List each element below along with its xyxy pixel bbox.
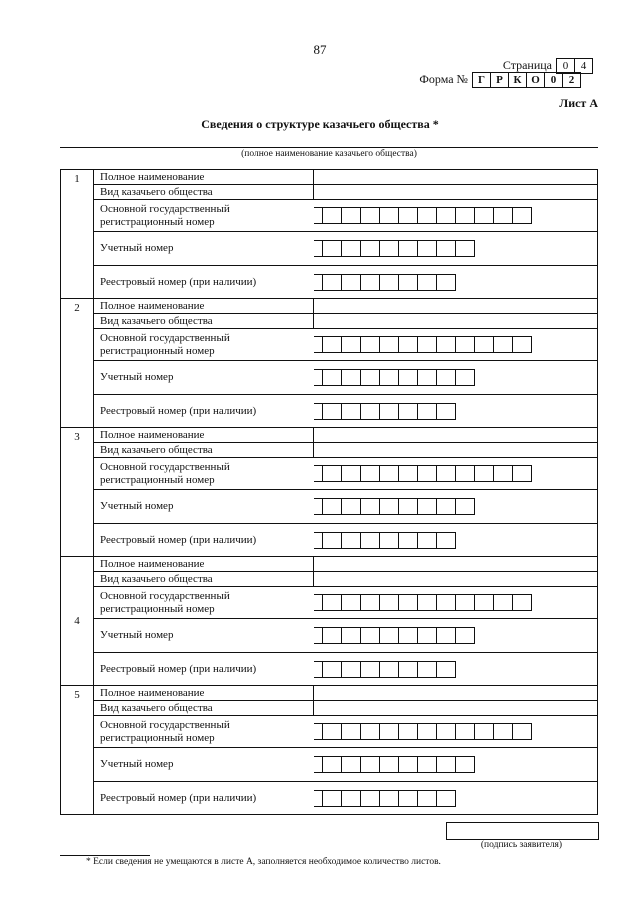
ogrn-field xyxy=(314,716,598,748)
registry-number-digit-box[interactable] xyxy=(341,274,361,291)
ogrn-digit-box[interactable] xyxy=(417,465,437,482)
full-name-label: Полное наименование xyxy=(94,686,314,701)
entry-number: 3 xyxy=(61,428,94,557)
account-number-boxes xyxy=(314,369,598,386)
ogrn-digit-box[interactable] xyxy=(493,336,513,353)
ogrn-digit-box[interactable] xyxy=(341,207,361,224)
form-code-cell: Г xyxy=(472,72,491,88)
account-number-boxes xyxy=(314,756,598,773)
ogrn-digit-box[interactable] xyxy=(379,207,399,224)
registry-number-digit-box[interactable] xyxy=(398,274,418,291)
ogrn-digit-box[interactable] xyxy=(512,207,532,224)
structure-table xyxy=(60,169,598,815)
ogrn-boxes xyxy=(314,465,598,482)
ogrn-digit-box[interactable] xyxy=(341,594,361,611)
account-number-field xyxy=(314,490,598,524)
ogrn-digit-box[interactable] xyxy=(379,723,399,740)
entry-2-registry-row xyxy=(61,395,598,428)
entry-3-registry-row xyxy=(61,524,598,557)
account-number-digit-box[interactable] xyxy=(455,756,475,773)
society-name-field[interactable] xyxy=(60,147,598,148)
ogrn-digit-box[interactable] xyxy=(455,594,475,611)
ogrn-field xyxy=(314,200,598,232)
registry-number-field xyxy=(314,524,598,557)
account-number-digit-box[interactable] xyxy=(417,240,437,257)
account-number-digit-box[interactable] xyxy=(360,627,380,644)
ogrn-label-line1: Основной государственный xyxy=(100,202,230,215)
registry-number-digit-box[interactable] xyxy=(360,274,380,291)
account-number-digit-box[interactable] xyxy=(379,369,399,386)
footnote: * Если сведения не умещаются в листе А, заполняется необходимое количество листов. xyxy=(86,857,441,867)
form-code-cell: 0 xyxy=(544,72,563,88)
registry-number-digit-box[interactable] xyxy=(417,661,437,678)
ogrn-digit-box[interactable] xyxy=(322,465,342,482)
account-number-digit-box[interactable] xyxy=(398,369,418,386)
ogrn-label-line2: регистрационный номер xyxy=(100,602,215,615)
entry-2-ogrn-row xyxy=(61,329,598,361)
account-number-digit-box[interactable] xyxy=(436,756,456,773)
entry-2-type-row xyxy=(61,314,598,329)
registry-number-digit-box[interactable] xyxy=(436,532,456,549)
page-label: Страница xyxy=(502,58,552,72)
account-number-digit-box[interactable] xyxy=(398,240,418,257)
account-number-digit-box[interactable] xyxy=(436,240,456,257)
registry-number-digit-box[interactable] xyxy=(322,790,342,807)
registry-number-digit-box[interactable] xyxy=(398,790,418,807)
entry-4-ogrn-row xyxy=(61,587,598,619)
ogrn-digit-box[interactable] xyxy=(379,594,399,611)
account-number-digit-box[interactable] xyxy=(379,756,399,773)
account-number-digit-box[interactable] xyxy=(360,498,380,515)
account-number-label: Учетный номер xyxy=(94,490,314,524)
registry-number-digit-box[interactable] xyxy=(398,403,418,420)
account-number-digit-box[interactable] xyxy=(398,756,418,773)
full-name-field[interactable] xyxy=(314,686,598,701)
footnote-divider xyxy=(60,855,150,856)
registry-number-digit-box[interactable] xyxy=(417,274,437,291)
ogrn-digit-box[interactable] xyxy=(493,594,513,611)
account-number-digit-box[interactable] xyxy=(455,240,475,257)
ogrn-label-line2: регистрационный номер xyxy=(100,731,215,744)
full-name-field[interactable] xyxy=(314,299,598,314)
entry-3-full-name-row xyxy=(61,428,598,443)
registry-number-digit-box[interactable] xyxy=(360,532,380,549)
registry-number-digit-box[interactable] xyxy=(360,403,380,420)
ogrn-digit-box[interactable] xyxy=(322,336,342,353)
account-number-digit-box[interactable] xyxy=(379,240,399,257)
ogrn-digit-box[interactable] xyxy=(455,465,475,482)
registry-number-digit-box[interactable] xyxy=(322,274,342,291)
ogrn-digit-box[interactable] xyxy=(417,723,437,740)
ogrn-digit-box[interactable] xyxy=(474,723,494,740)
registry-number-digit-box[interactable] xyxy=(379,661,399,678)
account-number-digit-box[interactable] xyxy=(322,498,342,515)
ogrn-digit-box[interactable] xyxy=(474,594,494,611)
registry-number-label: Реестровый номер (при наличии) xyxy=(94,395,314,428)
ogrn-label-line1: Основной государственный xyxy=(100,331,230,344)
entry-1-registry-row xyxy=(61,266,598,299)
page-number: 87 xyxy=(313,42,327,57)
entry-3-account-row xyxy=(61,490,598,524)
account-number-digit-box[interactable] xyxy=(341,627,361,644)
entry-5-full-name-row xyxy=(61,686,598,701)
registry-number-boxes xyxy=(314,661,598,678)
account-number-boxes xyxy=(314,498,598,515)
registry-number-digit-box[interactable] xyxy=(398,532,418,549)
ogrn-digit-box[interactable] xyxy=(398,594,418,611)
form-code-cell: Р xyxy=(490,72,509,88)
registry-number-digit-box[interactable] xyxy=(341,403,361,420)
account-number-digit-box[interactable] xyxy=(436,627,456,644)
full-name-label: Полное наименование xyxy=(94,428,314,443)
account-number-boxes xyxy=(314,240,598,257)
account-number-field xyxy=(314,748,598,782)
ogrn-digit-box[interactable] xyxy=(512,594,532,611)
account-number-digit-box[interactable] xyxy=(322,756,342,773)
ogrn-digit-box[interactable] xyxy=(379,336,399,353)
account-number-digit-box[interactable] xyxy=(322,240,342,257)
registry-number-digit-box[interactable] xyxy=(360,790,380,807)
ogrn-digit-box[interactable] xyxy=(512,465,532,482)
form-code xyxy=(473,72,581,88)
registry-number-digit-box[interactable] xyxy=(379,532,399,549)
account-number-field xyxy=(314,619,598,653)
form-label: Форма № xyxy=(419,72,468,86)
ogrn-digit-box[interactable] xyxy=(512,336,532,353)
account-number-field xyxy=(314,232,598,266)
ogrn-digit-box[interactable] xyxy=(417,336,437,353)
account-number-digit-box[interactable] xyxy=(341,756,361,773)
account-number-digit-box[interactable] xyxy=(379,627,399,644)
ogrn-digit-box[interactable] xyxy=(436,594,456,611)
registry-number-label: Реестровый номер (при наличии) xyxy=(94,266,314,299)
account-number-digit-box[interactable] xyxy=(360,369,380,386)
ogrn-digit-box[interactable] xyxy=(398,336,418,353)
ogrn-digit-box[interactable] xyxy=(512,723,532,740)
ogrn-label-line1: Основной государственный xyxy=(100,460,230,473)
entry-2-full-name-row xyxy=(61,299,598,314)
full-name-label: Полное наименование xyxy=(94,299,314,314)
registry-number-digit-box[interactable] xyxy=(379,790,399,807)
account-number-digit-box[interactable] xyxy=(341,369,361,386)
ogrn-label-line2: регистрационный номер xyxy=(100,215,215,228)
ogrn-boxes xyxy=(314,336,598,353)
account-number-label: Учетный номер xyxy=(94,619,314,653)
registry-number-digit-box[interactable] xyxy=(417,790,437,807)
ogrn-digit-box[interactable] xyxy=(360,465,380,482)
entry-5-registry-row xyxy=(61,782,598,815)
account-number-digit-box[interactable] xyxy=(455,369,475,386)
full-name-field[interactable] xyxy=(314,428,598,443)
registry-number-boxes xyxy=(314,403,598,420)
ogrn-digit-box[interactable] xyxy=(398,207,418,224)
account-number-digit-box[interactable] xyxy=(379,498,399,515)
society-type-label: Вид казачьего общества xyxy=(94,185,314,200)
ogrn-digit-box[interactable] xyxy=(493,207,513,224)
entry-4-type-row xyxy=(61,572,598,587)
ogrn-boxes xyxy=(314,594,598,611)
registry-number-digit-box[interactable] xyxy=(436,274,456,291)
entry-1-full-name-row xyxy=(61,170,598,185)
page-code-cell[interactable]: 0 xyxy=(556,58,575,74)
account-number-digit-box[interactable] xyxy=(455,498,475,515)
sheet-label: Лист А xyxy=(559,96,598,110)
page-code-cell[interactable]: 4 xyxy=(574,58,593,74)
form-code-cell: 2 xyxy=(562,72,581,88)
full-name-label: Полное наименование xyxy=(94,557,314,572)
form-code-cell: К xyxy=(508,72,527,88)
ogrn-label-line2: регистрационный номер xyxy=(100,344,215,357)
ogrn-digit-box[interactable] xyxy=(398,465,418,482)
registry-number-digit-box[interactable] xyxy=(398,661,418,678)
full-name-field[interactable] xyxy=(314,557,598,572)
account-number-digit-box[interactable] xyxy=(322,369,342,386)
society-type-label: Вид казачьего общества xyxy=(94,443,314,458)
ogrn-digit-box[interactable] xyxy=(341,336,361,353)
entry-5-ogrn-row xyxy=(61,716,598,748)
entry-4-account-row xyxy=(61,619,598,653)
registry-number-boxes xyxy=(314,274,598,291)
ogrn-digit-box[interactable] xyxy=(436,336,456,353)
account-number-digit-box[interactable] xyxy=(417,627,437,644)
registry-number-digit-box[interactable] xyxy=(341,661,361,678)
society-type-field[interactable] xyxy=(314,443,598,458)
entry-number: 4 xyxy=(61,557,94,686)
ogrn-digit-box[interactable] xyxy=(474,465,494,482)
society-type-field[interactable] xyxy=(314,701,598,716)
registry-number-digit-box[interactable] xyxy=(436,661,456,678)
ogrn-digit-box[interactable] xyxy=(360,336,380,353)
registry-number-digit-box[interactable] xyxy=(379,403,399,420)
society-type-field[interactable] xyxy=(314,572,598,587)
ogrn-label-line1: Основной государственный xyxy=(100,718,230,731)
ogrn-digit-box[interactable] xyxy=(398,723,418,740)
society-name-caption: (полное наименование казачьего общества) xyxy=(241,149,417,159)
ogrn-boxes xyxy=(314,723,598,740)
ogrn-digit-box[interactable] xyxy=(379,465,399,482)
account-number-digit-box[interactable] xyxy=(417,498,437,515)
registry-number-digit-box[interactable] xyxy=(436,403,456,420)
account-number-digit-box[interactable] xyxy=(360,756,380,773)
ogrn-digit-box[interactable] xyxy=(455,723,475,740)
account-number-digit-box[interactable] xyxy=(417,756,437,773)
account-number-digit-box[interactable] xyxy=(360,240,380,257)
form-code-cell: О xyxy=(526,72,545,88)
ogrn-digit-box[interactable] xyxy=(360,207,380,224)
entry-number: 5 xyxy=(61,686,94,815)
ogrn-label-line2: регистрационный номер xyxy=(100,473,215,486)
ogrn-digit-box[interactable] xyxy=(341,465,361,482)
society-type-label: Вид казачьего общества xyxy=(94,701,314,716)
ogrn-field xyxy=(314,458,598,490)
ogrn-label xyxy=(94,458,314,490)
ogrn-digit-box[interactable] xyxy=(322,723,342,740)
registry-number-digit-box[interactable] xyxy=(341,532,361,549)
ogrn-digit-box[interactable] xyxy=(417,207,437,224)
account-number-digit-box[interactable] xyxy=(417,369,437,386)
entry-1-account-row xyxy=(61,232,598,266)
ogrn-digit-box[interactable] xyxy=(360,723,380,740)
registry-number-digit-box[interactable] xyxy=(417,532,437,549)
entry-2-account-row xyxy=(61,361,598,395)
entry-4-registry-row xyxy=(61,653,598,686)
account-number-label: Учетный номер xyxy=(94,232,314,266)
account-number-boxes xyxy=(314,627,598,644)
registry-number-digit-box[interactable] xyxy=(360,661,380,678)
registry-number-boxes xyxy=(314,532,598,549)
ogrn-digit-box[interactable] xyxy=(493,465,513,482)
ogrn-label xyxy=(94,716,314,748)
ogrn-digit-box[interactable] xyxy=(417,594,437,611)
registry-number-digit-box[interactable] xyxy=(436,790,456,807)
full-name-field[interactable] xyxy=(314,170,598,185)
ogrn-digit-box[interactable] xyxy=(360,594,380,611)
ogrn-digit-box[interactable] xyxy=(455,336,475,353)
document-title: Сведения о структуре казачьего общества * xyxy=(201,117,439,131)
registry-number-boxes xyxy=(314,790,598,807)
registry-number-label: Реестровый номер (при наличии) xyxy=(94,782,314,815)
ogrn-digit-box[interactable] xyxy=(322,207,342,224)
ogrn-digit-box[interactable] xyxy=(436,723,456,740)
ogrn-digit-box[interactable] xyxy=(341,723,361,740)
registry-number-field xyxy=(314,266,598,299)
ogrn-digit-box[interactable] xyxy=(322,594,342,611)
account-number-digit-box[interactable] xyxy=(436,369,456,386)
society-type-field[interactable] xyxy=(314,314,598,329)
registry-number-field xyxy=(314,782,598,815)
account-number-digit-box[interactable] xyxy=(341,240,361,257)
account-number-digit-box[interactable] xyxy=(322,627,342,644)
registry-number-label: Реестровый номер (при наличии) xyxy=(94,524,314,557)
registry-number-digit-box[interactable] xyxy=(341,790,361,807)
ogrn-digit-box[interactable] xyxy=(474,207,494,224)
account-number-label: Учетный номер xyxy=(94,361,314,395)
entry-1-ogrn-row xyxy=(61,200,598,232)
entry-3-type-row xyxy=(61,443,598,458)
ogrn-digit-box[interactable] xyxy=(455,207,475,224)
registry-number-digit-box[interactable] xyxy=(417,403,437,420)
society-type-field[interactable] xyxy=(314,185,598,200)
entry-number: 1 xyxy=(61,170,94,299)
society-type-label: Вид казачьего общества xyxy=(94,314,314,329)
entry-5-account-row xyxy=(61,748,598,782)
signature-field[interactable] xyxy=(446,822,599,840)
ogrn-digit-box[interactable] xyxy=(436,207,456,224)
registry-number-field xyxy=(314,653,598,686)
account-number-digit-box[interactable] xyxy=(398,627,418,644)
society-type-label: Вид казачьего общества xyxy=(94,572,314,587)
entry-number: 2 xyxy=(61,299,94,428)
ogrn-label-line1: Основной государственный xyxy=(100,589,230,602)
registry-number-digit-box[interactable] xyxy=(322,532,342,549)
registry-number-field xyxy=(314,395,598,428)
entry-4-full-name-row xyxy=(61,557,598,572)
account-number-label: Учетный номер xyxy=(94,748,314,782)
entry-1-type-row xyxy=(61,185,598,200)
registry-number-digit-box[interactable] xyxy=(322,403,342,420)
full-name-label: Полное наименование xyxy=(94,170,314,185)
ogrn-boxes xyxy=(314,207,598,224)
entry-5-type-row xyxy=(61,701,598,716)
ogrn-digit-box[interactable] xyxy=(474,336,494,353)
ogrn-label xyxy=(94,200,314,232)
account-number-digit-box[interactable] xyxy=(341,498,361,515)
registry-number-label: Реестровый номер (при наличии) xyxy=(94,653,314,686)
account-number-digit-box[interactable] xyxy=(455,627,475,644)
ogrn-label xyxy=(94,587,314,619)
ogrn-digit-box[interactable] xyxy=(436,465,456,482)
registry-number-digit-box[interactable] xyxy=(379,274,399,291)
account-number-digit-box[interactable] xyxy=(436,498,456,515)
signature-caption: (подпись заявителя) xyxy=(480,840,563,850)
account-number-digit-box[interactable] xyxy=(398,498,418,515)
account-number-field xyxy=(314,361,598,395)
ogrn-field xyxy=(314,587,598,619)
ogrn-digit-box[interactable] xyxy=(493,723,513,740)
ogrn-field xyxy=(314,329,598,361)
entry-3-ogrn-row xyxy=(61,458,598,490)
ogrn-label xyxy=(94,329,314,361)
registry-number-digit-box[interactable] xyxy=(322,661,342,678)
